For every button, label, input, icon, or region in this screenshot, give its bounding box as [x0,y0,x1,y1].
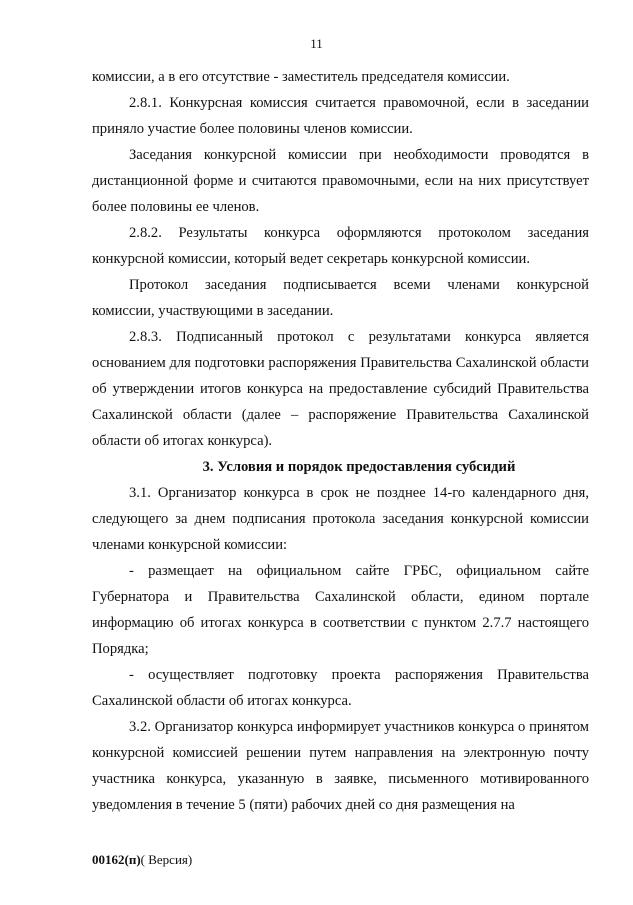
paragraph: Протокол заседания подписывается всеми членами конкурсной комиссии, участвующими в заседании. [92,277,589,319]
document-footer [92,852,192,868]
list-item: - размещает на официальном сайте ГРБС, официальном сайте Губернатора и Правительства Сахалинской области, едином портале информацию об итогах конкурса в соответствии с пунктом 2.7.7 настоящего Порядка; [92,563,589,657]
document-code: 00162(п) [92,852,141,867]
list-item: - осуществляет подготовку проекта распоряжения Правительства Сахалинской области об итогах конкурса. [92,667,589,709]
paragraph: комиссии, а в его отсутствие - заместитель председателя комиссии. [92,69,510,85]
document-body [92,64,589,818]
section-heading: 3. Условия и порядок предоставления субсидий [202,459,516,475]
paragraph: 2.8.2. Результаты конкурса оформляются протоколом заседания конкурсной комиссии, который ведет секретарь конкурсной комиссии. [92,225,589,267]
paragraph: 3.1. Организатор конкурса в срок не позднее 14-го календарного дня, следующего за днем подписания протокола заседания конкурсной комиссии членами конкурсной комиссии: [92,485,589,553]
paragraph: Заседания конкурсной комиссии при необходимости проводятся в дистанционной форме и считаются правомочными, если на них присутствует более половины ее членов. [92,147,589,215]
paragraph: 2.8.3. Подписанный протокол с результатами конкурса является основанием для подготовки распоряжения Правительства Сахалинской области об утверждении итогов конкурса на предоставление субсидий Правительства Сахалинской области (далее – распоряжение Правительства Сахалинской области об итогах конкурса). [92,329,589,449]
page-number: 11 [310,36,323,51]
paragraph: 2.8.1. Конкурсная комиссия считается правомочной, если в заседании приняло участие более половины членов комиссии. [92,95,589,137]
paragraph: 3.2. Организатор конкурса информирует участников конкурса о принятом конкурсной комиссией решении путем направления на электронную почту участника конкурса, указанную в заявке, письменного мотивированного уведомления в течение 5 (пяти) рабочих дней со дня размещения на [92,719,589,813]
version-label: ( Версия) [140,852,193,867]
